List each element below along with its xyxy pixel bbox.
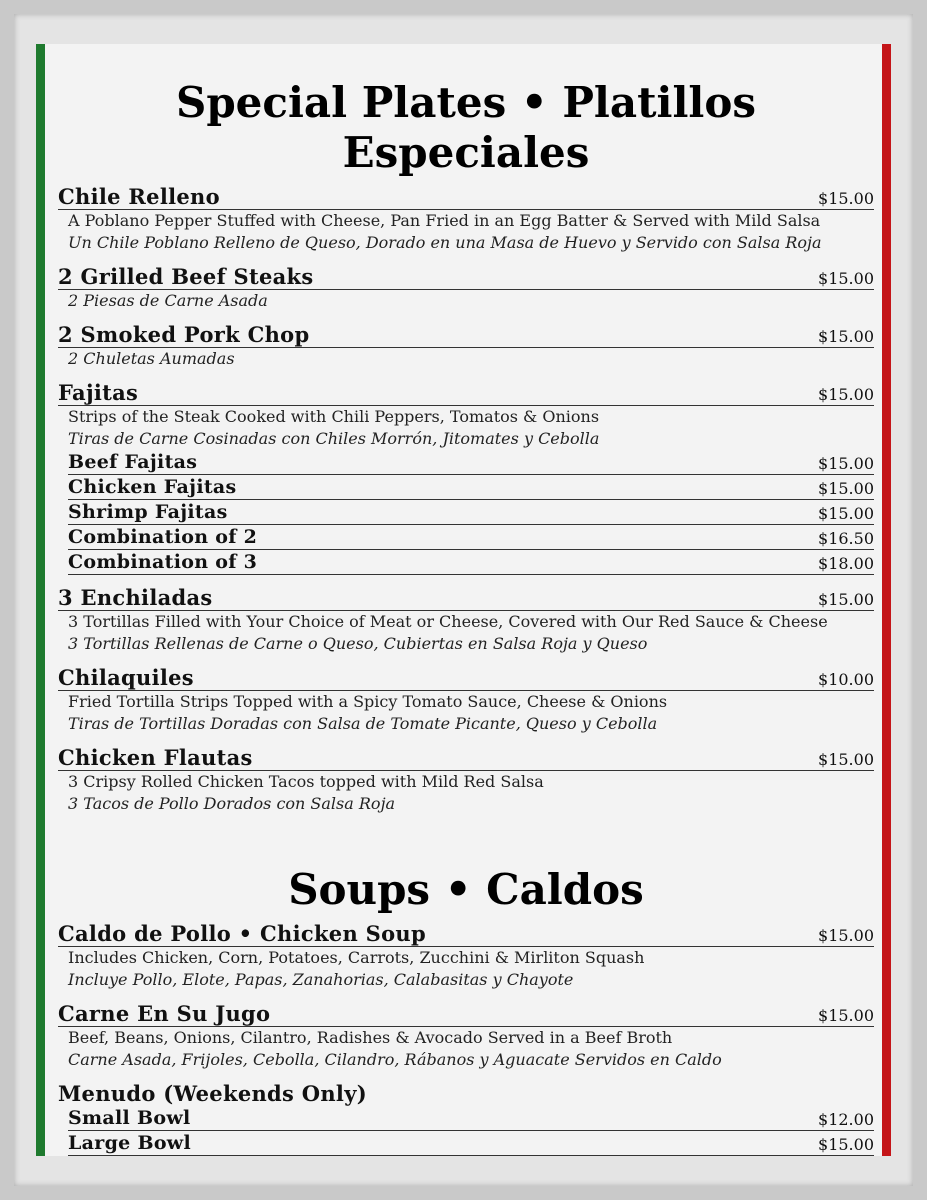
section-title-special-plates: Special Plates • Platillos Especiales: [175, 78, 757, 177]
sub-item-price: $15.00: [818, 1135, 874, 1154]
item-price: $15.00: [818, 750, 874, 769]
item-description-en: A Poblano Pepper Stuffed with Cheese, Pan Fried in an Egg Batter & Served with Mild Salsa: [68, 211, 821, 230]
menu-item-smoked-pork-chop: [58, 322, 874, 370]
item-name: Menudo (Weekends Only): [58, 1081, 367, 1106]
item-price: $10.00: [818, 670, 874, 689]
item-description-en: Beef, Beans, Onions, Cilantro, Radishes & Avocado Served in a Beef Broth: [68, 1028, 673, 1047]
item-description-es: Incluye Pollo, Elote, Papas, Zanahorias, Calabasitas y Chayote: [68, 970, 574, 989]
sub-item-combination-3: [68, 550, 874, 575]
section-title-soups: Soups • Caldos: [288, 865, 644, 914]
item-description-es: Un Chile Poblano Relleno de Queso, Dorado en una Masa de Huevo y Servido con Salsa Roja: [68, 233, 822, 252]
menu-item-enchiladas: [58, 585, 874, 655]
sub-item-small-bowl: [68, 1106, 874, 1131]
item-name: 3 Enchiladas: [58, 585, 213, 610]
item-description-en: Fried Tortilla Strips Topped with a Spicy Tomato Sauce, Cheese & Onions: [68, 692, 668, 711]
item-description-es: 3 Tortillas Rellenas de Carne o Queso, Cubiertas en Salsa Roja y Queso: [68, 634, 648, 653]
sub-item-name: Small Bowl: [68, 1107, 191, 1129]
item-price: $15.00: [818, 269, 874, 288]
sub-item-name: Combination of 3: [68, 551, 258, 573]
item-description-es: 2 Chuletas Aumadas: [68, 349, 235, 368]
sub-item-name: Beef Fajitas: [68, 451, 198, 473]
sub-item-name: Combination of 2: [68, 526, 258, 548]
menu-content: [58, 78, 874, 1156]
item-name: 2 Smoked Pork Chop: [58, 322, 310, 347]
item-price: $15.00: [818, 926, 874, 945]
item-price: $15.00: [818, 385, 874, 404]
item-name: Fajitas: [58, 380, 139, 405]
sub-item-chicken-fajitas: [68, 475, 874, 500]
item-description-es: 2 Piesas de Carne Asada: [68, 291, 268, 310]
item-description-es: Tiras de Tortillas Doradas con Salsa de Tomate Picante, Queso y Cebolla: [68, 714, 658, 733]
sub-item-price: $16.50: [818, 529, 874, 548]
sub-item-price: $15.00: [818, 479, 874, 498]
menu-item-chile-relleno: [58, 184, 874, 254]
menu-item-fajitas: [58, 380, 874, 575]
item-name: Chicken Flautas: [58, 745, 253, 770]
red-stripe: [882, 44, 891, 1156]
sub-item-beef-fajitas: [68, 450, 874, 475]
menu-item-menudo: [58, 1081, 874, 1106]
item-name: 2 Grilled Beef Steaks: [58, 264, 314, 289]
sub-item-price: $15.00: [818, 454, 874, 473]
sub-item-name: Chicken Fajitas: [68, 476, 237, 498]
item-description-en: Includes Chicken, Corn, Potatoes, Carrots, Zucchini & Mirliton Squash: [68, 948, 645, 967]
menu-item-grilled-beef-steaks: [58, 264, 874, 312]
item-price: $15.00: [818, 590, 874, 609]
sub-item-price: $18.00: [818, 554, 874, 573]
sub-item-shrimp-fajitas: [68, 500, 874, 525]
item-description-en: 3 Tortillas Filled with Your Choice of Meat or Cheese, Covered with Our Red Sauce & Cheese: [68, 612, 828, 631]
sub-item-combination-2: [68, 525, 874, 550]
sub-item-name: Large Bowl: [68, 1132, 191, 1154]
item-description-en: Strips of the Steak Cooked with Chili Peppers, Tomatos & Onions: [68, 407, 600, 426]
item-name: Carne En Su Jugo: [58, 1001, 271, 1026]
sub-item-large-bowl: [68, 1131, 874, 1156]
sub-item-price: $15.00: [818, 504, 874, 523]
sub-item-name: Shrimp Fajitas: [68, 501, 228, 523]
item-description-en: 3 Cripsy Rolled Chicken Tacos topped with Mild Red Salsa: [68, 772, 544, 791]
item-price: $15.00: [818, 1006, 874, 1025]
green-stripe: [36, 44, 45, 1156]
menu-item-carne-en-su-jugo: [58, 1001, 874, 1071]
item-name: Caldo de Pollo • Chicken Soup: [58, 921, 426, 946]
item-description-es: 3 Tacos de Pollo Dorados con Salsa Roja: [68, 794, 396, 813]
sub-item-price: $12.00: [818, 1110, 874, 1129]
menu-item-caldo-de-pollo: [58, 921, 874, 991]
item-description-es: Tiras de Carne Cosinadas con Chiles Morrón, Jitomates y Cebolla: [68, 429, 600, 448]
menu-item-chicken-flautas: [58, 745, 874, 815]
menu-item-chilaquiles: [58, 665, 874, 735]
item-price: $15.00: [818, 189, 874, 208]
item-name: Chilaquiles: [58, 665, 194, 690]
item-name: Chile Relleno: [58, 184, 220, 209]
item-price: $15.00: [818, 327, 874, 346]
item-description-es: Carne Asada, Frijoles, Cebolla, Cilandro, Rábanos y Aguacate Servidos en Caldo: [68, 1050, 722, 1069]
